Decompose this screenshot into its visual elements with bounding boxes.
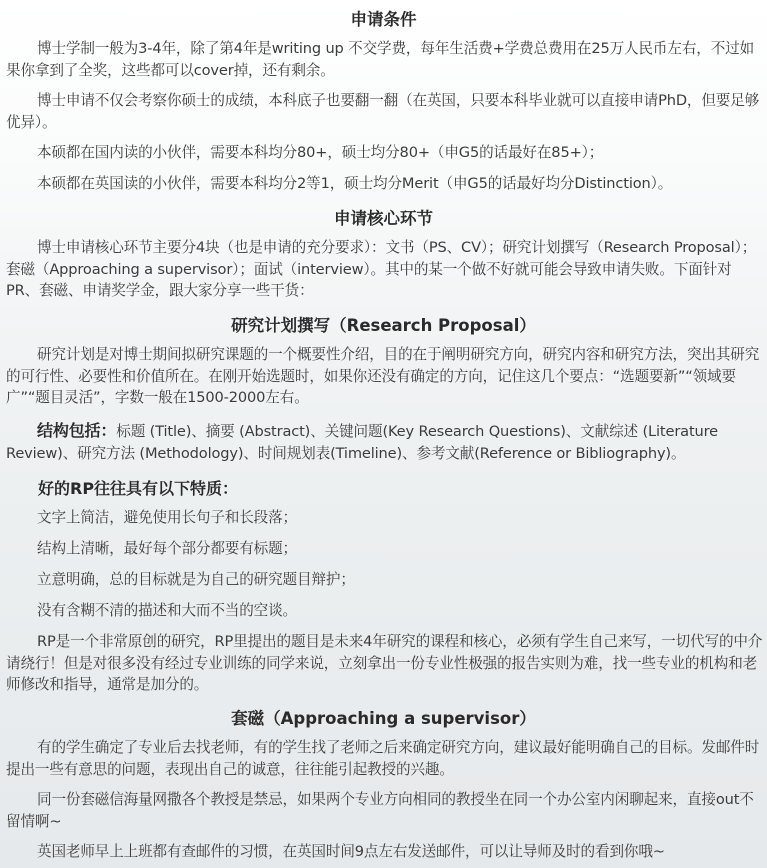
paragraph-approach-taboo: 同一份套磁信海量网撒各个教授是禁忌，如果两个专业方向相同的教授坐在同一个办公室内闲聊起来，直接out不留情啊~ [6, 791, 754, 830]
heading-research-proposal: 研究计划撰写（Research Proposal） [231, 316, 536, 335]
paragraph-cost: 博士学制一般为3-4年，除了第4年是writing up 不交学费，每年生活费+学费总费用在25万人民币左右，不过如果你拿到了全奖，这些都可以cover掉，还有剩余。 [6, 40, 755, 79]
trait-item: 没有含糊不清的描述和大而不当的空谈。 [37, 602, 297, 619]
paragraph-rp-structure [6, 420, 764, 464]
paragraph-grades: 博士申请不仅会考察你硕士的成绩，本科底子也要翻一翻（在英国，只要本科毕业就可以直接申请PhD，但要足够优异）。 [6, 92, 760, 131]
paragraph-rp-intro: 研究计划是对博士期间拟研究课题的一个概要性介绍，目的在于阐明研究方向，研究内容和研究方法，突出其研究的可行性、必要性和价值所在。在刚开始选题时，如果你还没有确定的方向，记住这几个要点：“选题要新”“领域要广”“题目灵活”，字数一般在1500-2000左右。 [6, 346, 760, 406]
paragraph-approach-timing: 英国老师早上上班都有查邮件的习惯，在英国时间9点左右发送邮件，可以让导师及时的看到你哦~ [37, 843, 665, 860]
heading-core-steps: 申请核心环节 [334, 209, 433, 228]
trait-item: 立意明确，总的目标就是为自己的研究题目辩护； [37, 571, 355, 588]
heading-approaching-supervisor: 套磁（Approaching a supervisor） [231, 709, 536, 728]
structure-label: 结构包括： [37, 421, 117, 440]
paragraph-uk-requirement: 本硕都在英国读的小伙伴，需要本科均分2等1，硕士均分Merit（申G5的话最好均分Distinction）。 [37, 175, 673, 192]
paragraph-rp-originality: RP是一个非常原创的研究，RP里提出的题目是未来4年研究的课程和核心，必须有学生自己来写，一切代写的中介请绕行！但是对很多没有经过专业训练的同学来说，立刻拿出一份专业性极强的报告实则为难，找一些专业的机构和老师修改和指导，通常是加分的。 [6, 633, 763, 693]
trait-item: 结构上清晰，最好每个部分都要有标题； [37, 540, 297, 557]
heading-application-conditions: 申请条件 [350, 10, 417, 29]
paragraph-core-steps: 博士申请核心环节主要分4块（也是申请的充分要求）：文书（PS、CV）；研究计划撰写（Research Proposal）；套磁（Approaching a supervisor）；面试（interview）。其中的某一个做不好就可能会导致申请失败。下面针对PR、套磁、申请奖学金，跟大家分享一些干货： [6, 239, 757, 299]
heading-good-rp-traits: 好的RP往往具有以下特质： [38, 479, 239, 498]
paragraph-domestic-requirement: 本硕都在国内读的小伙伴，需要本科均分80+，硕士均分80+（申G5的话最好在85+）； [37, 144, 604, 161]
structure-text: 标题 (Title)、摘要 (Abstract)、关键问题(Key Research Questions)、文献综述 (Literature Review)、研究方法 (Methodology)、时间规划表(Timeline)、参考文献(Reference or Bibliography)。 [6, 423, 718, 462]
paragraph-approach-goal: 有的学生确定了专业后去找老师，有的学生找了老师之后来确定研究方向，建议最好能明确自己的目标。发邮件时提出一些有意思的问题，表现出自己的诚意，往往能引起教授的兴趣。 [6, 739, 760, 778]
trait-item: 文字上简洁，避免使用长句子和长段落； [37, 509, 297, 526]
